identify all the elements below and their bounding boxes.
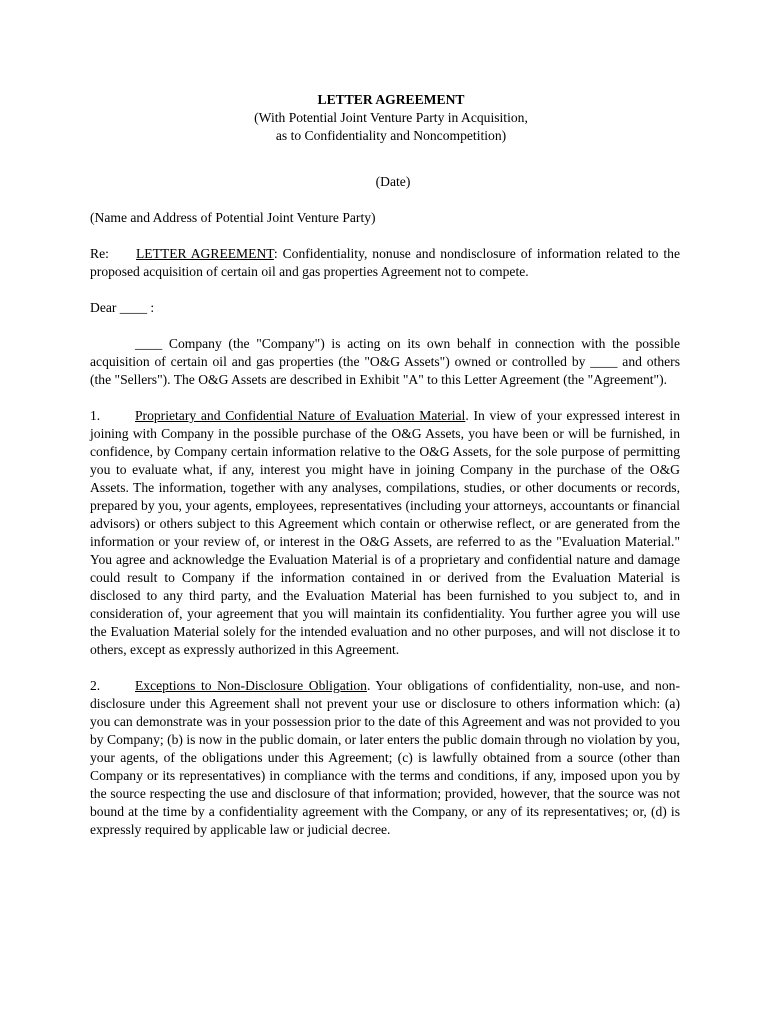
section-2	[90, 677, 680, 839]
section-2-heading: Exceptions to Non-Disclosure Obligation	[135, 678, 367, 693]
date-placeholder: (Date)	[375, 174, 411, 189]
re-line	[90, 245, 680, 281]
section-1-number: 1.	[90, 408, 101, 423]
re-text: : Confidentiality, nonuse and nondisclosure of information related to the proposed acquisition of certain oil and gas properties Agreement not to compete.	[90, 246, 680, 279]
section-2-number: 2.	[90, 678, 101, 693]
section-1	[90, 407, 680, 659]
re-heading: LETTER AGREEMENT	[136, 246, 274, 261]
document-subtitle-line2: as to Confidentiality and Noncompetition)	[275, 128, 507, 143]
re-label: Re:	[90, 246, 109, 261]
section-1-heading: Proprietary and Confidential Nature of Evaluation Material	[135, 408, 466, 423]
section-1-body: . In view of your expressed interest in joining with Company in the possible purchase of the O&G Assets, you have been or will be furnished, in confidence, by Company certain information relative to the O&G Assets, for the sole purpose of permitting you to evaluate what, if any, interest you might have in joining Company in the purchase of the O&G Assets. The information, together with any analyses, compilations, studies, or other documents or records, prepared by you, your agents, employees, representatives (including your attorneys, accountants or financial advisors) or others subject to this Agreement which contain or otherwise reflect, or are generated from the information or your review of, or interest in the O&G Assets, are referred to as the "Evaluation Material." You agree and acknowledge the Evaluation Material is of a proprietary and confidential nature and damage could result to Company if the information contained in or derived from the Evaluation Material is disclosed to any third party, and the Evaluation Material has been furnished to you subject to, and in consideration of, your agreement that you will maintain its confidentiality. You further agree you will use the Evaluation Material solely for the intended evaluation and no other purposes, and will not disclose it to others, except as expressly authorized in this Agreement.	[90, 408, 680, 657]
document-title: LETTER AGREEMENT	[317, 92, 465, 107]
intro-paragraph: ____ Company (the "Company") is acting on its own behalf in connection with the possible acquisition of certain oil and gas properties (the "O&G Assets") owned or controlled by ____ and others (the "Sellers"). The O&G Assets are described in Exhibit "A" to this Letter Agreement (the "Agreement").	[90, 336, 680, 387]
document-subtitle-line1: (With Potential Joint Venture Party in Acquisition,	[254, 110, 528, 125]
document-page	[90, 91, 680, 839]
section-2-body: . Your obligations of confidentiality, non-use, and non-disclosure under this Agreement shall not prevent your use or disclosure to others information which: (a) you can demonstrate was in your possession prior to the date of this Agreement and was not provided to you by Company; (b) is now in the public domain, or later enters the public domain through no violation by you, your agents, of the obligations under this Agreement; (c) is lawfully obtained from a source (other than Company or its representatives) in compliance with the terms and conditions, if any, imposed upon you by the source respecting the use and disclosure of that information; provided, however, that the source was not bound at the time by a confidentiality agreement with the Company, or any of its representatives; or, (d) is expressly required by applicable law or judicial decree.	[90, 678, 680, 837]
addressee-placeholder: (Name and Address of Potential Joint Venture Party)	[90, 210, 376, 225]
title-block	[102, 91, 680, 145]
salutation: Dear ____ :	[90, 300, 155, 315]
